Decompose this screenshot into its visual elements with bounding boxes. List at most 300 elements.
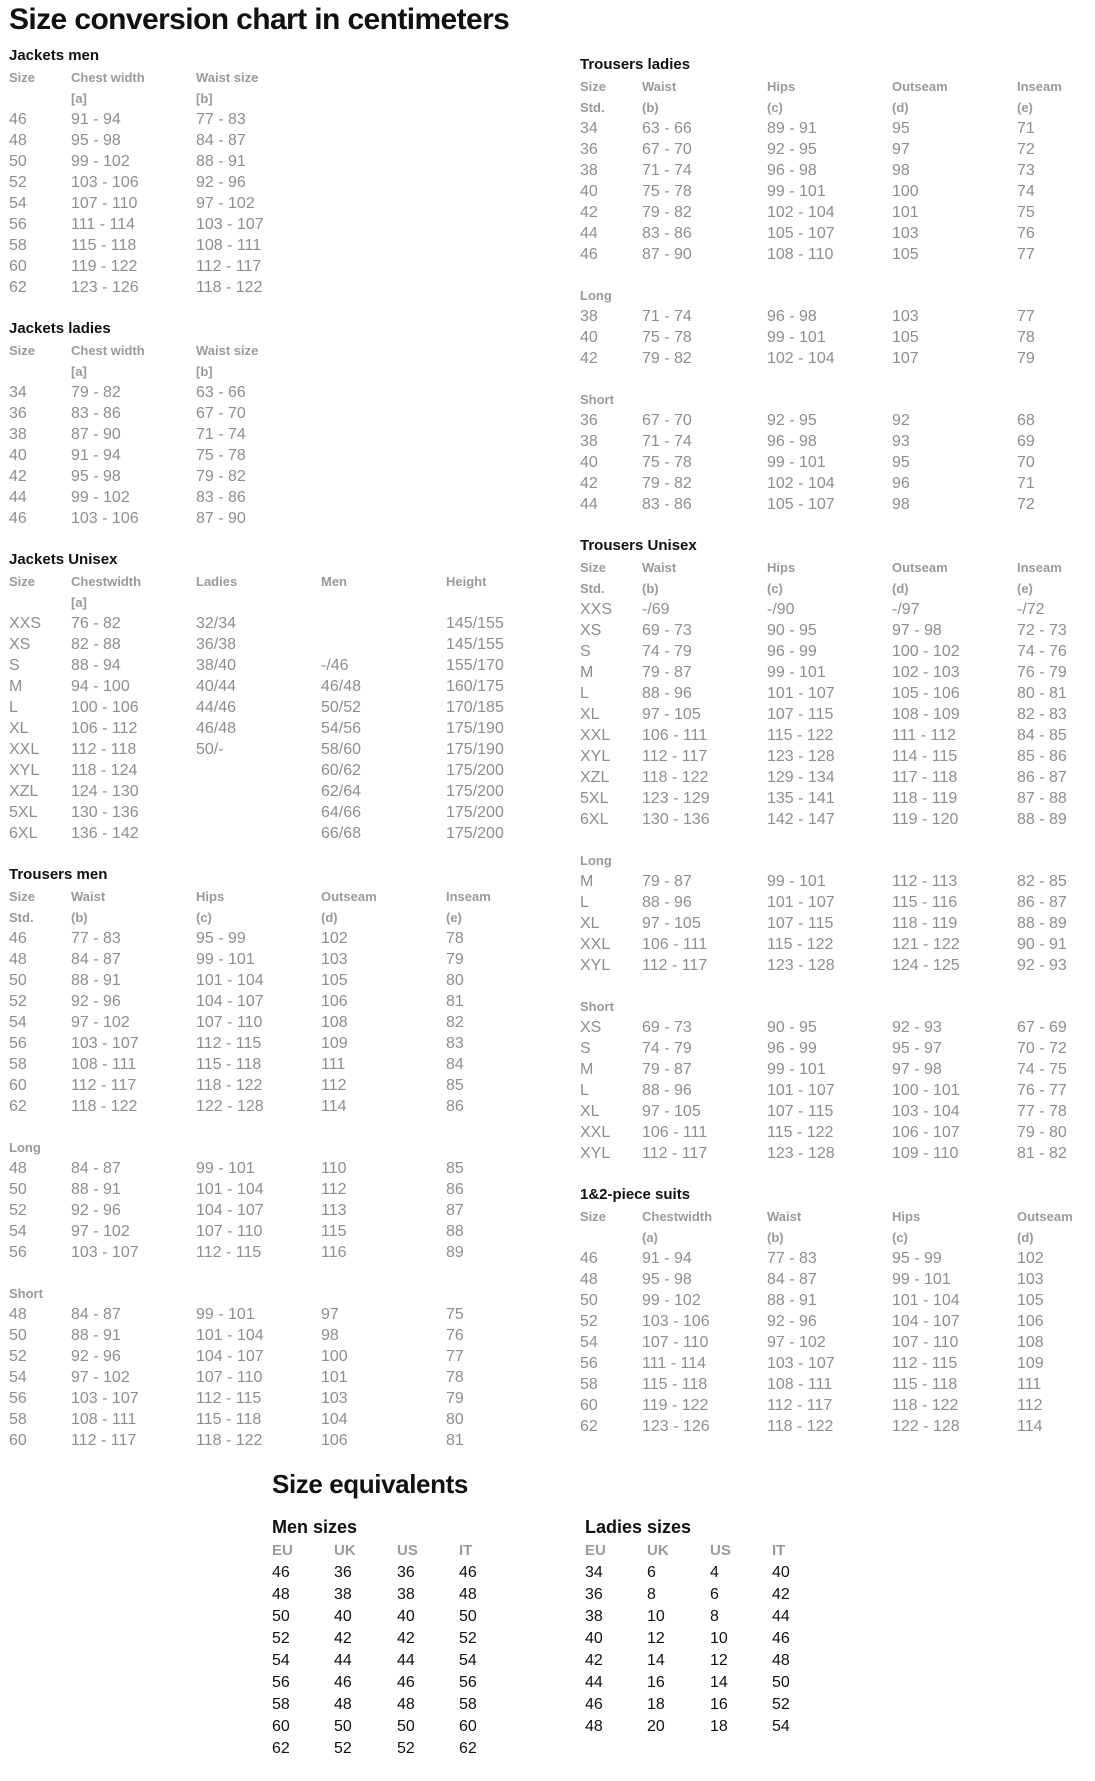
table-cell: 118 - 122 xyxy=(196,1432,263,1449)
table-row xyxy=(580,494,1095,515)
table-cell: 101 - 104 xyxy=(892,1292,960,1309)
table-cell: 69 - 73 xyxy=(642,622,692,639)
table-row xyxy=(580,1059,1095,1080)
table-cell: 97 - 98 xyxy=(892,1061,942,1078)
table-cell: 109 xyxy=(1017,1355,1044,1372)
table-cell: 48 xyxy=(9,1160,27,1177)
table-cell: 112 - 115 xyxy=(196,1390,262,1407)
table-cell: 102 - 103 xyxy=(892,664,960,681)
table-row xyxy=(580,871,1095,892)
table-cell: 36 xyxy=(585,1586,603,1603)
table-cell: 82 - 88 xyxy=(71,636,121,653)
table-cell: 97 - 102 xyxy=(196,195,255,212)
table-cell: 75 - 78 xyxy=(642,329,692,346)
table-cell: 62 xyxy=(580,1418,598,1435)
table-cell: 79 - 80 xyxy=(1017,1124,1067,1141)
table-cell: 38/40 xyxy=(196,657,237,674)
table-cell: 79 - 82 xyxy=(196,468,246,485)
table-cell: 102 xyxy=(1017,1250,1044,1267)
table-cell: 105 - 106 xyxy=(892,685,960,702)
table-row xyxy=(9,214,539,235)
table-cell: 82 - 83 xyxy=(1017,706,1067,723)
table-row xyxy=(9,1200,539,1221)
table-cell: 94 - 100 xyxy=(71,678,130,695)
table-cell: 52 xyxy=(272,1630,290,1647)
section-trousers-men xyxy=(9,864,539,1451)
table-cell: 14 xyxy=(710,1674,728,1691)
table-cell: 97 - 102 xyxy=(71,1369,130,1386)
column-subheader: [a] xyxy=(71,595,87,610)
table-cell: 101 - 107 xyxy=(767,685,835,702)
table-cell: 86 xyxy=(446,1098,464,1115)
table-cell: 111 - 112 xyxy=(892,727,957,744)
table-cell: XYL xyxy=(9,762,40,779)
table-cell: 88 - 96 xyxy=(642,894,692,911)
table-cell: S xyxy=(9,657,20,674)
table-cell: 46 xyxy=(772,1630,790,1647)
table-row xyxy=(580,306,1095,327)
table-cell: 40 xyxy=(585,1630,603,1647)
table-cell: 99 - 101 xyxy=(767,183,826,200)
table-cell: 50/52 xyxy=(321,699,362,716)
table-cell: 106 xyxy=(321,993,348,1010)
table-cell: 36 xyxy=(580,141,598,158)
table-cell: 71 - 74 xyxy=(642,433,692,450)
table-cell: M xyxy=(580,1061,594,1078)
table-cell: 46 xyxy=(9,510,27,527)
table-cell: 92 - 96 xyxy=(71,1348,121,1365)
table-cell: 40 xyxy=(9,447,27,464)
table-cell: 48 xyxy=(9,1306,27,1323)
table-cell: 96 - 98 xyxy=(767,433,817,450)
table-cell: 6XL xyxy=(9,825,38,842)
table-cell: S xyxy=(580,643,591,660)
table-cell: 123 - 129 xyxy=(642,790,710,807)
table-cell: 107 - 110 xyxy=(196,1369,263,1386)
table-cell: 79 - 87 xyxy=(642,664,692,681)
table-cell: 79 - 82 xyxy=(71,384,121,401)
table-cell: 46/48 xyxy=(196,720,237,737)
table-cell: 52 xyxy=(772,1696,790,1713)
table-cell: 95 - 98 xyxy=(71,132,121,149)
table-cell: 83 xyxy=(446,1035,464,1052)
table-cell: 56 xyxy=(9,1390,27,1407)
group-label: Long xyxy=(580,288,612,303)
column-header: Height xyxy=(446,574,487,589)
table-row xyxy=(580,809,1095,830)
table-cell: 16 xyxy=(710,1696,728,1713)
table-cell: 100 xyxy=(892,183,919,200)
table-cell: 46 xyxy=(9,111,27,128)
table-row xyxy=(9,424,539,445)
table-cell: 103 xyxy=(892,308,919,325)
table-cell: 42 xyxy=(585,1652,603,1669)
table-cell: 88 - 91 xyxy=(71,1327,121,1344)
column-subheader: [a] xyxy=(71,91,87,106)
table-cell: 56 xyxy=(580,1355,598,1372)
group-label: Long xyxy=(580,853,612,868)
column-header: Outseam xyxy=(1017,1209,1073,1224)
table-cell: 58 xyxy=(9,1411,27,1428)
table-cell: 42 xyxy=(397,1630,415,1647)
table-cell: 83 - 86 xyxy=(642,496,692,513)
table-cell: 84 - 87 xyxy=(196,132,246,149)
table-cell: 96 - 99 xyxy=(767,643,817,660)
table-row xyxy=(9,1158,539,1179)
table-row xyxy=(9,466,539,487)
table-cell: 79 - 82 xyxy=(642,475,692,492)
table-cell: 90 - 95 xyxy=(767,622,817,639)
table-cell: 42 xyxy=(9,468,27,485)
table-row xyxy=(580,1248,1095,1269)
table-cell: 54 xyxy=(459,1652,477,1669)
table-row xyxy=(580,620,1095,641)
column-subheader: (b) xyxy=(642,581,659,596)
table-cell: 102 - 104 xyxy=(767,204,835,221)
table-cell: 91 - 94 xyxy=(71,111,121,128)
table-row xyxy=(9,1325,539,1346)
table-row xyxy=(9,1346,539,1367)
table-row xyxy=(9,1075,539,1096)
table-cell: 48 xyxy=(9,132,27,149)
column-header: Inseam xyxy=(1017,560,1062,575)
table-row xyxy=(580,725,1095,746)
table-row xyxy=(9,1242,539,1263)
table-cell: 115 - 122 xyxy=(767,1124,834,1141)
table-cell: S xyxy=(580,1040,591,1057)
table-cell: 106 - 111 xyxy=(642,1124,708,1141)
table-cell: 87 - 90 xyxy=(642,246,692,263)
table-cell: 79 - 82 xyxy=(642,350,692,367)
column-subheader: Std. xyxy=(580,100,605,115)
table-cell: 50 xyxy=(9,1181,27,1198)
table-cell: 44/46 xyxy=(196,699,237,716)
table-cell: 104 xyxy=(321,1411,348,1428)
table-cell: 77 - 83 xyxy=(196,111,246,128)
column-subheader: (b) xyxy=(767,1230,784,1245)
table-cell: 102 xyxy=(321,930,348,947)
table-cell: 111 xyxy=(1017,1376,1042,1393)
men-sizes-rows xyxy=(272,1562,532,1760)
table-cell: 115 - 118 xyxy=(892,1376,958,1393)
table-cell: 46 xyxy=(580,1250,598,1267)
table-row xyxy=(272,1562,532,1584)
table-cell: 88 - 91 xyxy=(71,972,121,989)
column-header: Outseam xyxy=(892,560,948,575)
table-cell: 97 - 105 xyxy=(642,706,701,723)
table-cell: 103 - 104 xyxy=(892,1103,960,1120)
table-cell: 90 - 91 xyxy=(1017,936,1067,953)
men-sizes-title: Men sizes xyxy=(272,1517,358,1537)
table-cell: 20 xyxy=(647,1718,665,1735)
left-column xyxy=(9,45,539,1471)
ladies-sizes-table xyxy=(585,1514,845,1738)
table-cell: 40 xyxy=(580,329,598,346)
table-cell: 95 - 98 xyxy=(642,1271,692,1288)
table-cell: 145/155 xyxy=(446,636,504,653)
table-cell: 92 - 95 xyxy=(767,412,817,429)
table-cell: 80 xyxy=(446,972,464,989)
table-row xyxy=(9,760,539,781)
table-row xyxy=(9,697,539,718)
table-cell: 38 xyxy=(580,308,598,325)
table-cell: 88 - 96 xyxy=(642,685,692,702)
table-cell: 54 xyxy=(772,1718,790,1735)
table-row xyxy=(9,739,539,760)
table-row xyxy=(9,193,539,214)
table-cell: 117 - 118 xyxy=(892,769,958,786)
column-header: Size xyxy=(580,1209,607,1224)
column-subheader-row xyxy=(580,97,1095,118)
header-cell: IT xyxy=(772,1542,786,1559)
table-cell: 60 xyxy=(9,1077,27,1094)
table-cell: 77 xyxy=(1017,246,1035,263)
table-cell: 18 xyxy=(647,1696,665,1713)
column-subheader: (d) xyxy=(892,581,909,596)
table-cell: 52 xyxy=(459,1630,477,1647)
table-cell: -/46 xyxy=(321,657,349,674)
table-cell: 36/38 xyxy=(196,636,237,653)
table-cell: 111 xyxy=(321,1056,346,1073)
table-cell: 103 - 107 xyxy=(767,1355,835,1372)
table-row xyxy=(580,892,1095,913)
table-cell: 88 - 94 xyxy=(71,657,121,674)
column-header: Size xyxy=(9,70,36,85)
table-cell: XXL xyxy=(9,741,40,758)
table-cell: 52 xyxy=(580,1313,598,1330)
table-cell: 115 - 118 xyxy=(196,1056,262,1073)
column-header: Waist xyxy=(642,79,677,94)
table-cell: 108 - 111 xyxy=(767,1376,833,1393)
column-subheader: [b] xyxy=(196,91,213,106)
table-cell: 81 xyxy=(446,993,464,1010)
section-title: 1&2-piece suits xyxy=(580,1186,691,1203)
table-cell: 42 xyxy=(334,1630,352,1647)
table-cell: 92 - 96 xyxy=(71,1202,121,1219)
column-subheader: (b) xyxy=(642,100,659,115)
table-cell: 74 xyxy=(1017,183,1035,200)
table-cell: 82 - 85 xyxy=(1017,873,1067,890)
table-cell: 88 - 91 xyxy=(71,1181,121,1198)
table-cell: 88 - 89 xyxy=(1017,915,1067,932)
table-cell: 108 - 109 xyxy=(892,706,960,723)
table-cell: 79 xyxy=(446,951,464,968)
column-header: Inseam xyxy=(1017,79,1062,94)
table-cell: 48 xyxy=(585,1718,603,1735)
table-cell: 5XL xyxy=(580,790,609,807)
table-row xyxy=(580,641,1095,662)
section-jackets-ladies xyxy=(9,318,539,529)
table-row xyxy=(272,1628,532,1650)
table-cell: 107 - 110 xyxy=(642,1334,709,1351)
table-cell: 112 - 115 xyxy=(892,1355,958,1372)
table-cell: 96 - 98 xyxy=(767,308,817,325)
table-cell: 58 xyxy=(459,1696,477,1713)
table-cell: 44 xyxy=(772,1608,790,1625)
section-title: Trousers Unisex xyxy=(580,537,697,554)
table-row xyxy=(9,172,539,193)
column-subheader-row xyxy=(9,88,539,109)
table-row xyxy=(9,445,539,466)
table-cell: 48 xyxy=(459,1586,477,1603)
table-cell: 34 xyxy=(580,120,598,137)
table-cell: 170/185 xyxy=(446,699,504,716)
table-cell: 92 - 95 xyxy=(767,141,817,158)
table-cell: 121 - 122 xyxy=(892,936,960,953)
table-cell: XYL xyxy=(580,1145,611,1162)
table-cell: 91 - 94 xyxy=(642,1250,692,1267)
table-cell: 123 - 128 xyxy=(767,1145,835,1162)
table-cell: XL xyxy=(580,1103,600,1120)
table-cell: 67 - 70 xyxy=(642,412,692,429)
table-cell: 108 - 111 xyxy=(71,1411,137,1428)
table-cell: 54/56 xyxy=(321,720,362,737)
table-cell: 115 - 118 xyxy=(642,1376,708,1393)
table-cell: 50/- xyxy=(196,741,224,758)
table-cell: 112 - 113 xyxy=(892,873,958,890)
column-subheader: (c) xyxy=(767,581,783,596)
table-cell: 104 - 107 xyxy=(196,1348,264,1365)
table-cell: 4 xyxy=(710,1564,719,1581)
column-header: Hips xyxy=(767,79,796,94)
table-cell: -/97 xyxy=(892,601,920,618)
table-cell: 106 - 111 xyxy=(642,727,708,744)
table-cell: 102 - 104 xyxy=(767,475,835,492)
table-cell: 58 xyxy=(9,237,27,254)
table-cell: 145/155 xyxy=(446,615,504,632)
table-cell: 103 - 106 xyxy=(642,1313,710,1330)
table-cell: 98 xyxy=(892,162,910,179)
table-cell: 110 xyxy=(321,1160,347,1177)
table-cell: 87 - 90 xyxy=(71,426,121,443)
column-header: Hips xyxy=(767,560,796,575)
table-cell: 112 - 117 xyxy=(642,957,708,974)
table-row xyxy=(9,949,539,970)
table-cell: 96 - 98 xyxy=(767,162,817,179)
table-cell: 44 xyxy=(9,489,27,506)
table-cell: 97 - 105 xyxy=(642,1103,701,1120)
table-cell: 119 - 122 xyxy=(71,258,138,275)
table-row xyxy=(580,452,1095,473)
table-cell: 62 xyxy=(459,1740,477,1757)
table-row xyxy=(272,1716,532,1738)
table-cell: 10 xyxy=(710,1630,728,1647)
table-cell: 112 - 115 xyxy=(196,1035,262,1052)
table-cell: 46 xyxy=(585,1696,603,1713)
table-row xyxy=(580,662,1095,683)
table-cell: 60 xyxy=(580,1397,598,1414)
table-cell: 76 - 82 xyxy=(71,615,121,632)
table-cell: 115 - 122 xyxy=(767,727,834,744)
table-cell: 34 xyxy=(9,384,27,401)
table-cell: XS xyxy=(9,636,31,653)
section-title: Jackets men xyxy=(9,47,100,64)
table-cell: 6XL xyxy=(580,811,609,828)
table-cell: 130 - 136 xyxy=(71,804,139,821)
table-cell: 18 xyxy=(710,1718,728,1735)
table-cell: L xyxy=(580,1082,589,1099)
table-cell: 10 xyxy=(647,1608,665,1625)
table-row xyxy=(580,1395,1095,1416)
table-row xyxy=(9,991,539,1012)
table-cell: M xyxy=(9,678,23,695)
table-row xyxy=(9,1304,539,1325)
column-header: Hips xyxy=(892,1209,921,1224)
table-row xyxy=(9,1012,539,1033)
table-row xyxy=(580,139,1095,160)
table-row xyxy=(580,118,1095,139)
table-cell: 99 - 101 xyxy=(892,1271,951,1288)
column-subheader: (e) xyxy=(446,910,462,925)
table-row xyxy=(580,327,1095,348)
table-cell: 40 xyxy=(397,1608,415,1625)
table-cell: 105 xyxy=(1017,1292,1044,1309)
table-row xyxy=(272,1694,532,1716)
table-cell: 71 xyxy=(1017,475,1035,492)
table-cell: 95 - 98 xyxy=(71,468,121,485)
table-cell: 113 xyxy=(321,1202,347,1219)
column-header: Chest width xyxy=(71,70,145,85)
table-cell: 36 xyxy=(9,405,27,422)
table-cell: 48 xyxy=(334,1696,352,1713)
header-cell: EU xyxy=(272,1542,293,1559)
section-title: Jackets ladies xyxy=(9,320,111,337)
column-subheader: (c) xyxy=(892,1230,908,1245)
table-cell: 46 xyxy=(580,246,598,263)
table-cell: 34 xyxy=(585,1564,603,1581)
column-header: Size xyxy=(580,560,607,575)
table-cell: 118 - 122 xyxy=(892,1397,959,1414)
table-cell: 86 - 87 xyxy=(1017,769,1067,786)
table-cell: 40 xyxy=(772,1564,790,1581)
table-cell: 98 xyxy=(892,496,910,513)
right-column xyxy=(580,54,1095,1457)
table-cell: 66/68 xyxy=(321,825,362,842)
table-cell: 88 xyxy=(446,1223,464,1240)
table-cell: 99 - 101 xyxy=(767,873,826,890)
table-cell: 118 - 122 xyxy=(196,279,263,296)
table-cell: 70 - 72 xyxy=(1017,1040,1067,1057)
table-cell: 95 - 99 xyxy=(892,1250,942,1267)
table-cell: 99 - 101 xyxy=(767,1061,826,1078)
table-cell: -/90 xyxy=(767,601,795,618)
table-cell: 99 - 101 xyxy=(196,1306,255,1323)
table-cell: 107 - 110 xyxy=(196,1014,263,1031)
table-cell: 87 xyxy=(446,1202,464,1219)
table-cell: 78 xyxy=(446,930,464,947)
table-row xyxy=(272,1672,532,1694)
table-cell: 93 xyxy=(892,433,910,450)
table-cell: 103 - 107 xyxy=(71,1390,139,1407)
table-row xyxy=(580,1143,1095,1164)
table-cell: L xyxy=(9,699,18,716)
table-cell: XXL xyxy=(580,936,611,953)
table-row xyxy=(9,613,539,634)
table-cell: 106 xyxy=(1017,1313,1044,1330)
table-cell: 99 - 101 xyxy=(196,951,255,968)
table-cell: M xyxy=(580,873,594,890)
column-header: Inseam xyxy=(446,889,491,904)
table-cell: 100 - 106 xyxy=(71,699,139,716)
table-cell: 12 xyxy=(710,1652,728,1669)
table-cell: 107 xyxy=(892,350,919,367)
table-row xyxy=(9,1033,539,1054)
table-cell: 97 - 105 xyxy=(642,915,701,932)
table-cell: 96 - 99 xyxy=(767,1040,817,1057)
table-row xyxy=(9,1409,539,1430)
column-subheader-row xyxy=(580,578,1095,599)
table-cell: 97 - 102 xyxy=(71,1014,130,1031)
